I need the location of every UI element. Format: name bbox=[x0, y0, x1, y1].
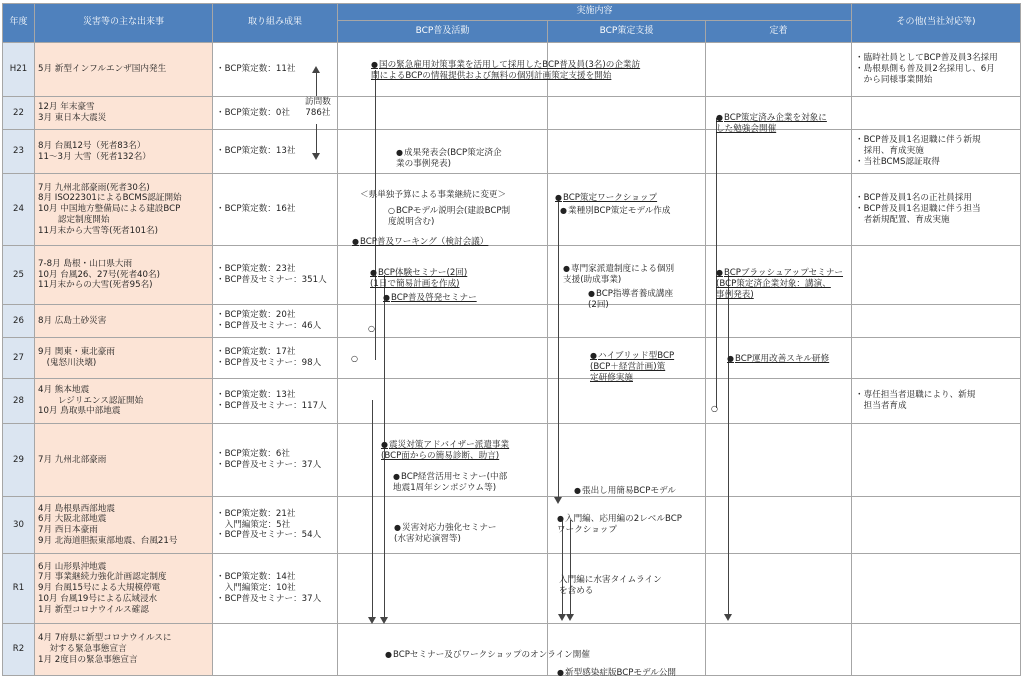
other-cell bbox=[852, 305, 1021, 338]
year-cell: 27 bbox=[3, 338, 35, 379]
year-cell: 25 bbox=[3, 246, 35, 305]
other-cell: ・専任担当者退職により、新規 担当者育成 bbox=[852, 379, 1021, 424]
activity-24-working-group: ● BCP普及ワーキング（検討会議） bbox=[352, 237, 488, 248]
other-cell bbox=[852, 97, 1021, 130]
header-results: 取り組み成果 bbox=[213, 4, 338, 43]
events-cell: 9月 関東・東北豪雨 (鬼怒川決壊) bbox=[35, 338, 213, 379]
activity-29-simple-model: ● 張出し用簡易BCPモデル bbox=[574, 486, 676, 497]
table-row bbox=[3, 130, 1021, 174]
table-row bbox=[3, 624, 1021, 676]
events-cell: 12月 年末豪雪 3月 東日本大震災 bbox=[35, 97, 213, 130]
header-other: その他(当社対応等) bbox=[852, 4, 1021, 43]
activity-25-expert-dispatch: ● 専門家派遣制度による個別 支援(助成事業) bbox=[563, 264, 674, 286]
year-cell: R1 bbox=[3, 554, 35, 624]
year-cell: 23 bbox=[3, 130, 35, 174]
other-cell: ・臨時社員としてBCP普及員3名採用 ・島根県側も普及員2名採用し、6月 から同様事業開始 bbox=[852, 43, 1021, 97]
activity-r2-covid-model: ● 新型感染症版BCPモデル公開 bbox=[557, 668, 676, 679]
year-cell: R2 bbox=[3, 624, 35, 676]
activity-24-model-briefing: ○ BCPモデル説明会(建設BCP制 度説明含む) bbox=[388, 206, 510, 228]
activity-24-workshop: ● BCP策定ワークショップ bbox=[555, 193, 657, 204]
results-cell: ・BCP策定数：6社 ・BCP普及セミナー：37人 bbox=[213, 424, 338, 497]
events-cell: 4月 島根県西部地震 6月 大阪北部地震 7月 西日本豪雨 9月 北海道胆振東部地震、台風21号 bbox=[35, 497, 213, 554]
activity-25-trainer-course: ● BCP指導者養成講座 (2回) bbox=[588, 289, 673, 311]
events-cell: 7月 九州北部豪雨(死者30名) 8月 ISO22301によるBCMS認証開始 10月 中国地方整備局による建設BCP 認定制度開始 11月末から大雪等(死者101名) bbox=[35, 174, 213, 246]
activity-24-budget-note: ＜県単独予算による事業継続に変更＞ bbox=[360, 190, 507, 200]
events-cell: 6月 山形県沖地震 7月 事業継続力強化計画認定制度 9月 台風15号による大規模停電 10月 台風19号による広域浸水 1月 新型コロナウイルス確認 bbox=[35, 554, 213, 624]
results-cell: ・BCP策定数：11社 bbox=[213, 43, 338, 97]
visits-count: 訪問数 786社 bbox=[305, 97, 331, 119]
results-cell: ・BCP策定数：20社 ・BCP普及セミナー：46人 bbox=[213, 305, 338, 338]
events-cell: 5月 新型インフルエンザ国内発生 bbox=[35, 43, 213, 97]
other-cell bbox=[852, 338, 1021, 379]
events-cell: 8月 台風12号（死者83名） 11～3月 大雪（死者132名） bbox=[35, 130, 213, 174]
activity-24-industry-model: ● 業種別BCP策定モデル作成 bbox=[560, 206, 670, 217]
other-cell bbox=[852, 497, 1021, 554]
year-cell: 26 bbox=[3, 305, 35, 338]
year-cell: 24 bbox=[3, 174, 35, 246]
activity-27-hybrid-bcp: ● ハイブリッド型BCP (BCP＋経営計画)策 定研修実施 bbox=[590, 351, 674, 385]
events-cell: 7-8月 島根・山口県大雨 10月 台風26、27号(死者40名) 11月末からの大雪(死者95名) bbox=[35, 246, 213, 305]
year-cell: 29 bbox=[3, 424, 35, 497]
results-cell bbox=[213, 624, 338, 676]
header-bcp-diffusion: BCP普及活動 bbox=[338, 21, 548, 43]
activity-r2-online: ● BCPセミナー及びワークショップのオンライン開催 bbox=[385, 650, 590, 661]
header-bcp-support: BCP策定支援 bbox=[548, 21, 706, 43]
activity-22-study-meeting: ● BCP策定済み企業を対象に した勉強会開催 bbox=[716, 113, 827, 135]
table-row bbox=[3, 43, 1021, 97]
header-implementation: 実施内容 bbox=[338, 4, 852, 21]
bcp-history-table bbox=[2, 3, 1021, 676]
activity-h21-diffusion: ● 国の緊急雇用対策事業を活用して採用したBCP普及員(3名)の企業訪 問によるBCPの情報提供および無料の個別計画策定支援を開始 bbox=[371, 60, 640, 82]
events-cell: 7月 九州北部豪雨 bbox=[35, 424, 213, 497]
activity-29-management-seminar: ● BCP経営活用セミナー(中部 地震1周年シンポジウム等) bbox=[393, 472, 507, 494]
activity-r1-flood-timeline: 入門編に水害タイムライン を含める bbox=[559, 575, 662, 597]
events-cell: 4月 7府県に新型コロナウイルスに 対する緊急事態宣言 1月 2度目の緊急事態宣言 bbox=[35, 624, 213, 676]
results-cell: ・BCP策定数：17社 ・BCP普及セミナー：98人 bbox=[213, 338, 338, 379]
activity-23-results-presentation: ● 成果発表会(BCP策定済企 業の事例発表) bbox=[396, 148, 502, 170]
results-cell: ・BCP策定数：16社 bbox=[213, 174, 338, 246]
table-row bbox=[3, 554, 1021, 624]
header-year: 年度 bbox=[3, 4, 35, 43]
results-cell: ・BCP策定数：23社 ・BCP普及セミナー：351人 bbox=[213, 246, 338, 305]
table-row bbox=[3, 424, 1021, 497]
other-cell: ・BCP普及員1名退職に伴う新規 採用、育成実施 ・当社BCMS認証取得 bbox=[852, 130, 1021, 174]
results-cell: ・BCP策定数：21社 入門編策定：5社 ・BCP普及セミナー：54人 bbox=[213, 497, 338, 554]
year-cell: H21 bbox=[3, 43, 35, 97]
table-row bbox=[3, 246, 1021, 305]
table-row bbox=[3, 305, 1021, 338]
results-cell: ・BCP策定数：13社 ・BCP普及セミナー：117人 bbox=[213, 379, 338, 424]
activity-25-experience-seminar: ● BCP体験セミナー(2回) (1日で簡易計画を作成) bbox=[370, 268, 467, 290]
table-row bbox=[3, 497, 1021, 554]
activity-25-brushup-seminar: ● BCPブラッシュアップセミナー (BCP策定済企業対象：講演、 事例発表) bbox=[716, 268, 843, 302]
events-cell: 8月 広島土砂災害 bbox=[35, 305, 213, 338]
table-row bbox=[3, 174, 1021, 246]
table-row bbox=[3, 338, 1021, 379]
other-cell: ・BCP普及員1名の正社員採用 ・BCP普及員1名退職に伴う担当 者新規配置、育成実施 bbox=[852, 174, 1021, 246]
year-cell: 30 bbox=[3, 497, 35, 554]
activity-25-enlightenment-seminar: ● BCP普及啓発セミナー bbox=[383, 293, 477, 304]
year-cell: 28 bbox=[3, 379, 35, 424]
events-cell: 4月 熊本地震 レジリエンス認証開始 10月 鳥取県中部地震 bbox=[35, 379, 213, 424]
other-cell bbox=[852, 624, 1021, 676]
header-establishment: 定着 bbox=[706, 21, 852, 43]
results-cell: ・BCP策定数：14社 入門編策定：10社 ・BCP普及セミナー：37人 bbox=[213, 554, 338, 624]
header-events: 災害等の主な出来事 bbox=[35, 4, 213, 43]
results-cell: ・BCP策定数：0社 bbox=[213, 97, 338, 130]
table-row bbox=[3, 379, 1021, 424]
year-cell: 22 bbox=[3, 97, 35, 130]
activity-30-two-level-workshop: ● 入門編、応用編の2レベルBCP ワークショップ bbox=[557, 514, 682, 536]
results-cell: ・BCP策定数：13社 bbox=[213, 130, 338, 174]
activity-29-advisor-dispatch: ● 震災対策アドバイザー派遣事業 (BCP面からの簡易診断、助言) bbox=[381, 440, 509, 462]
table-row bbox=[3, 97, 1021, 130]
other-cell bbox=[852, 246, 1021, 305]
other-cell bbox=[852, 424, 1021, 497]
activity-30-disaster-seminar: ● 災害対応力強化セミナー (水害対応演習等) bbox=[394, 523, 497, 545]
other-cell bbox=[852, 554, 1021, 624]
activity-27-operation-improvement: ● BCP運用改善スキル研修 bbox=[727, 354, 829, 365]
